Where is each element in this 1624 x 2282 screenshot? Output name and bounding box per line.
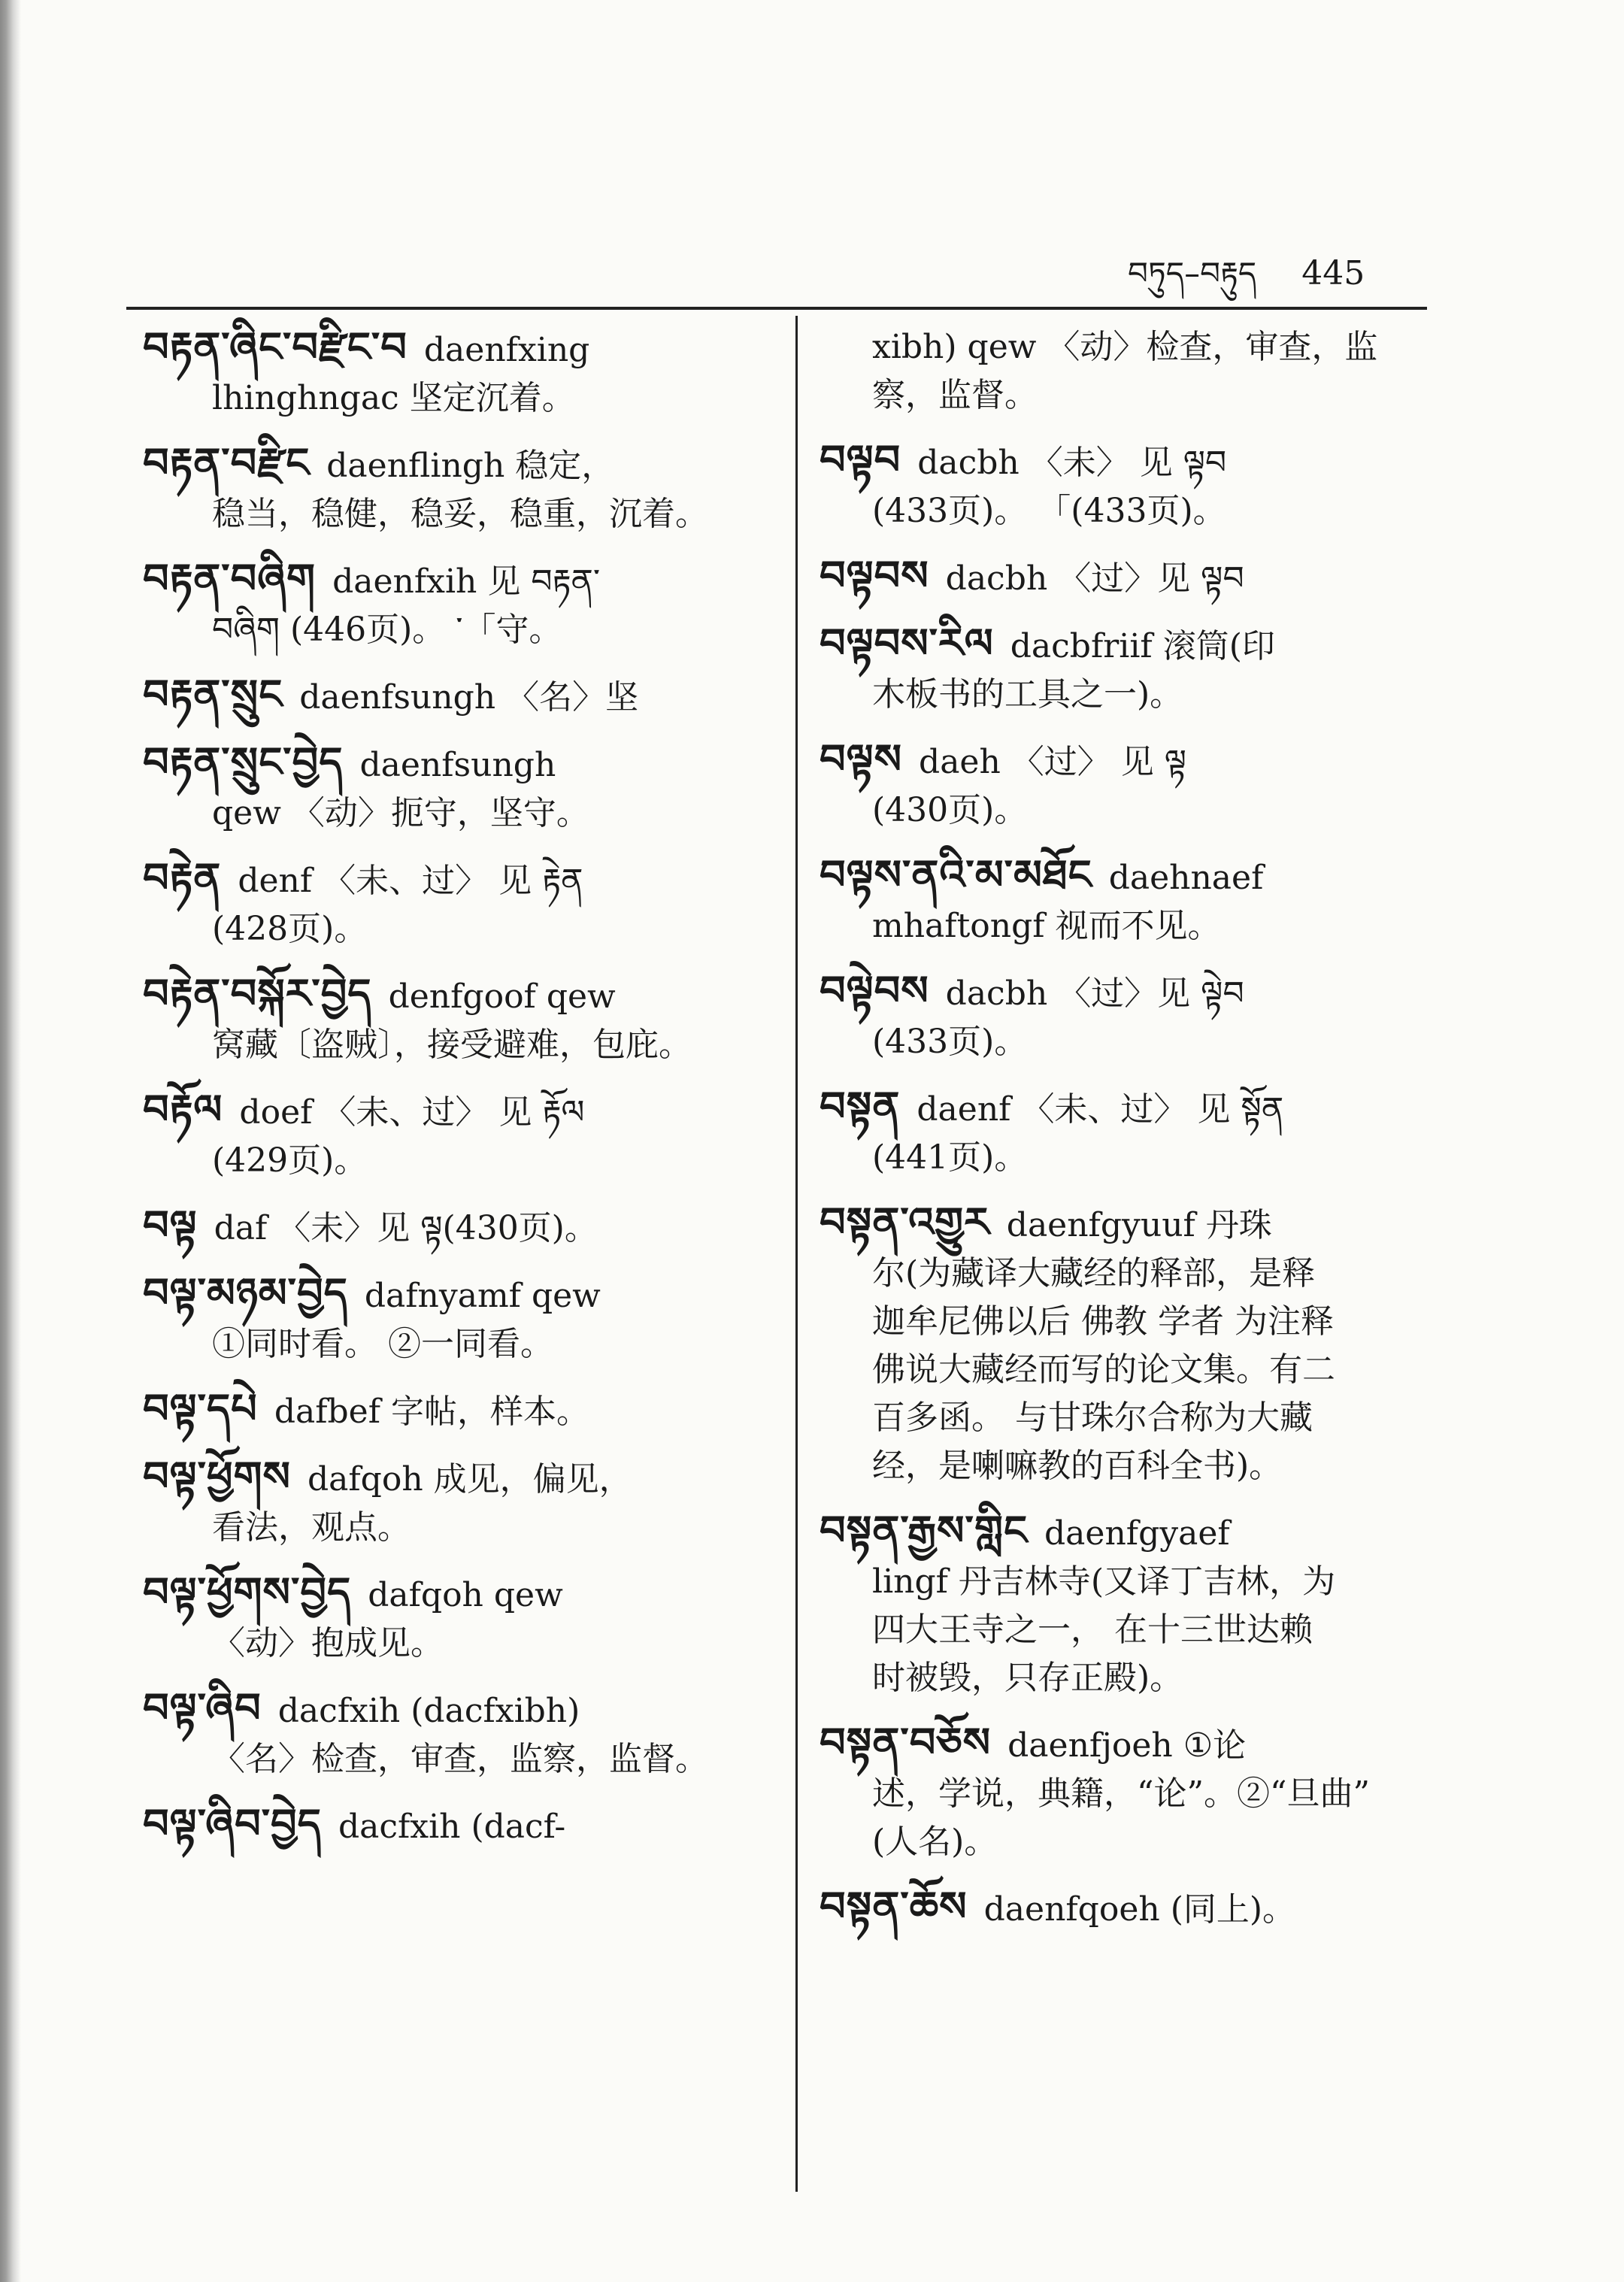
dictionary-entry xyxy=(143,323,782,423)
entry-definition: dacbh 〈过〉见 ལྟེབ xyxy=(945,974,1244,1013)
entry-definition-continued: 〈动〉抱成见。 xyxy=(212,1624,444,1662)
entry-headword: བལྟས xyxy=(820,735,903,783)
entry-definition-continued: qew 〈动〉扼守，坚守。 xyxy=(212,794,589,832)
dictionary-entry xyxy=(143,1453,782,1552)
dictionary-entry xyxy=(820,620,1474,719)
entry-headword: བརྟན་བརྫིང xyxy=(143,439,311,486)
entry-definition-continued: 述，学说，典籍，“论”。②“旦曲” xyxy=(872,1774,1370,1813)
entry-headword: བལྟས་ནའི་མ་མཐོང xyxy=(820,851,1092,899)
entry-definition: dacfxih (dacfxibh) xyxy=(277,1692,580,1730)
dictionary-entry xyxy=(143,1568,782,1668)
entry-headword: བལྟ xyxy=(143,1202,198,1249)
entry-headword: བརྟེན xyxy=(143,854,222,902)
entry-headword: བརྟན་སྲུང་བྱེད xyxy=(143,738,344,786)
entry-definition: daehnaef xyxy=(1108,859,1264,897)
column-divider xyxy=(795,316,798,2192)
dictionary-entry xyxy=(143,1385,782,1436)
entry-definition: daenfgyuuf 丹珠 xyxy=(1006,1206,1272,1244)
entry-headword: བལྟ་ཕྱོགས xyxy=(143,1453,291,1500)
entry-definition: dacbfriif 滚筒(印 xyxy=(1010,627,1275,665)
entry-definition-continued: བཞིག (446页)。 ་「守。 xyxy=(212,611,562,649)
entry-definition-continued: (433页)。 「(433页)。 xyxy=(872,492,1226,530)
entry-definition: dacbh 〈过〉见 ལྟབ xyxy=(945,559,1244,598)
entry-definition: daenfxing xyxy=(423,331,590,369)
entry-definition: dacbh 〈未〉 见 ལྟབ xyxy=(917,444,1227,482)
entry-definition-continued: 察，监督。 xyxy=(872,376,1038,414)
entry-headword: བལྟ་དཔེ xyxy=(143,1385,258,1432)
entry-definition: dafqoh 成见，偏见， xyxy=(308,1460,632,1499)
dictionary-entry xyxy=(820,1719,1474,1866)
entry-definition-continued: 迦牟尼佛以后 佛教 学者 为注释 xyxy=(872,1302,1334,1341)
page-number: 445 xyxy=(1301,254,1365,292)
entry-definition-continued: (429页)。 xyxy=(212,1141,368,1180)
entry-definition-continued: 看法，观点。 xyxy=(212,1508,411,1547)
entry-definition-continued: 经，是喇嘛教的百科全书)。 xyxy=(872,1447,1283,1485)
entry-definition: daenfsungh 〈名〉坚 xyxy=(299,678,639,717)
dictionary-entry xyxy=(820,1507,1474,1702)
entry-headword: བལྟབ xyxy=(820,436,901,483)
entry-definition-continued: 尔(为藏译大藏经的释部，是释 xyxy=(872,1254,1316,1293)
running-header xyxy=(1128,238,1365,327)
entry-definition-continued: (430页)。 xyxy=(872,791,1028,829)
entry-headword: བརྟེན་བསྐོར་བྱེད xyxy=(143,970,372,1017)
dictionary-entry xyxy=(820,1199,1474,1490)
entry-definition-continued: 时被毁，只存正殿)。 xyxy=(872,1659,1183,1697)
entry-headword: བརྟན་སྲུང xyxy=(143,671,283,718)
entry-headword: བལྟ་ཞིབ xyxy=(143,1684,262,1732)
entry-definition: dafqoh qew xyxy=(368,1576,563,1614)
entry-definition-continued: (428页)。 xyxy=(212,910,368,948)
dictionary-entry xyxy=(143,671,782,722)
entry-definition-continued: 〈名〉检查，审查，监察，监督。 xyxy=(212,1740,708,1778)
entry-definition: dafnyamf qew xyxy=(364,1277,601,1315)
entry-definition: dacfxih (dacf- xyxy=(338,1808,566,1846)
entry-definition-continued: 四大王寺之一， 在十三世达赖 xyxy=(872,1611,1313,1649)
dictionary-entry xyxy=(143,1086,782,1185)
entry-definition: daf 〈未〉见 ལྟ(430页)。 xyxy=(214,1209,598,1247)
entry-definition-continued: ①同时看。 ②一同看。 xyxy=(212,1325,553,1363)
entry-headword: བལྟབས xyxy=(820,552,929,599)
entry-definition: denf 〈未、过〉 见 རྟེན xyxy=(238,862,583,900)
entry-definition-continued: (441页)。 xyxy=(872,1138,1028,1177)
dictionary-entry xyxy=(820,1883,1474,1934)
entry-headword: བརྟན་བཞིག xyxy=(143,555,317,602)
left-column xyxy=(143,323,782,1868)
guide-words: བཏུད–བརྟུད xyxy=(1128,255,1257,292)
entry-definition: daenflingh 稳定， xyxy=(326,447,615,485)
dictionary-entry xyxy=(143,555,782,654)
dictionary-entry xyxy=(143,1684,782,1783)
dictionary-entry xyxy=(820,735,1474,835)
entry-headword: བལྟབས་རིལ xyxy=(820,620,994,667)
entry-definition: daeh 〈过〉 见 ལྟ xyxy=(919,743,1187,781)
entry-headword: བསྟན་བཅོས xyxy=(820,1719,992,1766)
entry-definition-continued: (433页)。 xyxy=(872,1023,1028,1061)
dictionary-entry xyxy=(820,436,1474,535)
dictionary-entry xyxy=(143,1269,782,1368)
dictionary-entry xyxy=(143,439,782,538)
entry-headword: བལྟ་ཞིབ་བྱེད xyxy=(143,1800,322,1847)
header-rule xyxy=(126,307,1427,310)
entry-definition: xibh) qew 〈动〉检查，审查，监 xyxy=(872,328,1378,366)
entry-headword: བརྟོལ xyxy=(143,1086,223,1133)
entry-definition-continued: mhaftongf 视而不见。 xyxy=(872,907,1221,945)
entry-headword: བལྟ་མཉམ་བྱེད xyxy=(143,1269,348,1317)
scan-binding-edge xyxy=(0,0,21,2282)
right-column xyxy=(820,323,1474,1950)
entry-definition-continued: 窝藏〔盗贼〕，接受避难，包庇。 xyxy=(212,1026,692,1064)
entry-definition-continued: lingf 丹吉林寺(又译丁吉林，为 xyxy=(872,1562,1336,1601)
entry-definition-continued: 佛说大藏经而写的论文集。有二 xyxy=(872,1350,1335,1389)
entry-definition: dafbef 字帖，样本。 xyxy=(274,1393,589,1431)
entry-definition: daenfjoeh ①论 xyxy=(1007,1726,1247,1765)
entry-definition-continued: 木板书的工具之一)。 xyxy=(872,675,1183,714)
entry-definition: daenfqoeh (同上)。 xyxy=(983,1890,1296,1929)
dictionary-entry xyxy=(820,967,1474,1066)
entry-headword: བསྟན xyxy=(820,1083,901,1130)
entry-headword: བལྟ་ཕྱོགས་བྱེད xyxy=(143,1568,352,1616)
dictionary-entry xyxy=(143,738,782,838)
entry-definition: daenfsungh xyxy=(359,746,556,784)
entry-definition: denfgoof qew xyxy=(388,977,616,1016)
entry-definition-continued: (人名)。 xyxy=(872,1823,998,1861)
entry-definition: doef 〈未、过〉 见 རྟོལ xyxy=(239,1093,585,1132)
entry-definition: daenf 〈未、过〉 见 སྟོན xyxy=(917,1090,1284,1129)
dictionary-entry xyxy=(143,1202,782,1253)
dictionary-entry xyxy=(820,552,1474,603)
entry-headword: བརྟན་ཞིང་བརྫིང་བ xyxy=(143,323,408,371)
entry-definition-continued: 百多函。 与甘珠尔合称为大藏 xyxy=(872,1399,1313,1437)
entry-definition-continued: 稳当，稳健，稳妥，稳重，沉着。 xyxy=(212,495,708,533)
entry-definition-continued: lhinghngac 坚定沉着。 xyxy=(212,379,575,417)
entry-headword: བལྟེབས xyxy=(820,967,929,1014)
entry-headword: བསྟན་རྒྱས་གླིང xyxy=(820,1507,1029,1554)
dictionary-entry xyxy=(820,1083,1474,1182)
entry-definition: daenfxih 见 བརྟན་ xyxy=(332,562,601,601)
entry-headword: བསྟན་འགྱུར xyxy=(820,1199,990,1246)
entry-headword: བསྟན་ཆོས xyxy=(820,1883,968,1930)
dictionary-entry xyxy=(143,970,782,1069)
dictionary-entry xyxy=(143,854,782,953)
entry-definition: daenfgyaef xyxy=(1044,1514,1230,1553)
dictionary-entry xyxy=(143,1800,782,1851)
dictionary-entry xyxy=(820,323,1474,420)
dictionary-entry xyxy=(820,851,1474,950)
